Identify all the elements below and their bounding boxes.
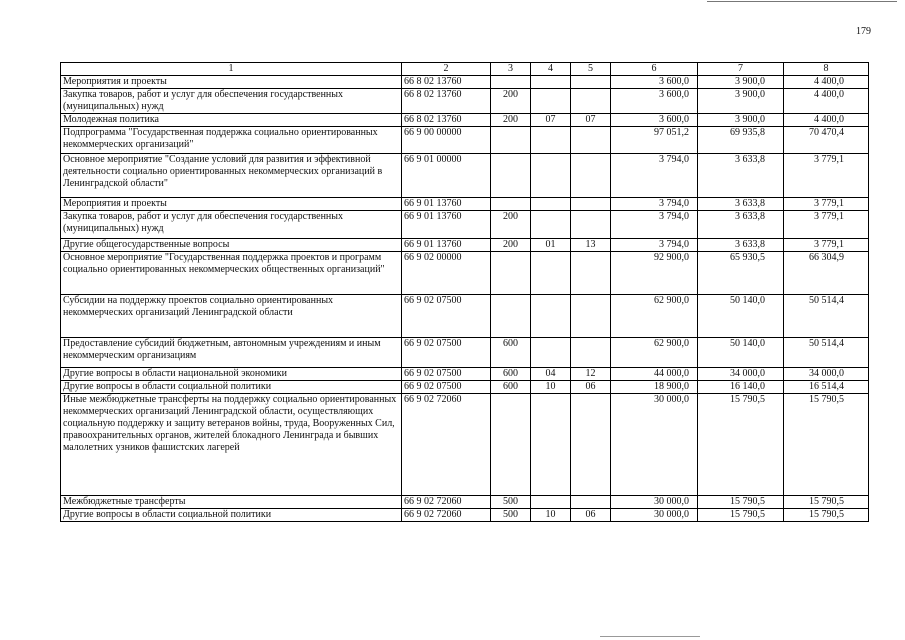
target-article-cell: 66 9 02 07500 <box>402 368 491 381</box>
amount-year-2-cell: 34 000,0 <box>698 368 784 381</box>
amount-year-3-cell: 66 304,9 <box>784 252 869 295</box>
expense-type-cell <box>491 252 531 295</box>
section-cell: 10 <box>531 509 571 522</box>
row-name-cell: Предоставление субсидий бюджетным, автономным учреждениям и иным некоммерческим организациям <box>61 338 402 368</box>
header-cell: 4 <box>531 63 571 76</box>
amount-year-2-cell: 3 900,0 <box>698 114 784 127</box>
subsection-cell: 07 <box>571 114 611 127</box>
subsection-cell <box>571 198 611 211</box>
expense-type-cell: 600 <box>491 368 531 381</box>
subsection-cell <box>571 89 611 114</box>
amount-year-2-cell: 3 900,0 <box>698 89 784 114</box>
row-name-cell: Иные межбюджетные трансферты на поддержку социально ориентированных некоммерческих организаций Ленинградской области, осуществляющих социальную поддержку и защиту ветеранов войны, труда, Вооруженных Сил, правоохранительных органов, жителей блокадного Ленинграда и бывших малолетних узников фашистских лагерей <box>61 394 402 496</box>
subsection-cell <box>571 295 611 338</box>
expense-type-cell <box>491 295 531 338</box>
header-row <box>61 63 869 76</box>
target-article-cell: 66 9 02 72060 <box>402 496 491 509</box>
target-article-cell: 66 8 02 13760 <box>402 89 491 114</box>
amount-year-1-cell: 92 900,0 <box>611 252 698 295</box>
expense-type-cell: 500 <box>491 509 531 522</box>
amount-year-2-cell: 65 930,5 <box>698 252 784 295</box>
amount-year-1-cell: 3 794,0 <box>611 154 698 198</box>
expense-type-cell <box>491 76 531 89</box>
subsection-cell <box>571 154 611 198</box>
target-article-cell: 66 9 02 00000 <box>402 252 491 295</box>
expense-type-cell <box>491 127 531 154</box>
amount-year-1-cell: 3 794,0 <box>611 211 698 239</box>
expense-type-cell: 200 <box>491 239 531 252</box>
target-article-cell: 66 9 01 13760 <box>402 211 491 239</box>
table-row <box>61 381 869 394</box>
header-cell: 8 <box>784 63 869 76</box>
section-cell: 04 <box>531 368 571 381</box>
amount-year-3-cell: 50 514,4 <box>784 295 869 338</box>
amount-year-1-cell: 62 900,0 <box>611 295 698 338</box>
section-cell <box>531 76 571 89</box>
section-cell <box>531 89 571 114</box>
header-cell: 3 <box>491 63 531 76</box>
subsection-cell: 06 <box>571 381 611 394</box>
amount-year-3-cell: 3 779,1 <box>784 154 869 198</box>
subsection-cell: 06 <box>571 509 611 522</box>
subsection-cell: 12 <box>571 368 611 381</box>
section-cell <box>531 154 571 198</box>
subsection-cell <box>571 394 611 496</box>
amount-year-1-cell: 3 600,0 <box>611 114 698 127</box>
expense-type-cell <box>491 198 531 211</box>
amount-year-1-cell: 3 600,0 <box>611 89 698 114</box>
amount-year-3-cell: 15 790,5 <box>784 496 869 509</box>
row-name-cell: Молодежная политика <box>61 114 402 127</box>
subsection-cell <box>571 211 611 239</box>
row-name-cell: Закупка товаров, работ и услуг для обеспечения государственных (муниципальных) нужд <box>61 89 402 114</box>
row-name-cell: Другие вопросы в области социальной политики <box>61 509 402 522</box>
header-cell: 2 <box>402 63 491 76</box>
row-name-cell: Подпрограмма "Государственная поддержка социально ориентированных некоммерческих организаций" <box>61 127 402 154</box>
target-article-cell: 66 9 01 00000 <box>402 154 491 198</box>
amount-year-1-cell: 30 000,0 <box>611 496 698 509</box>
expense-type-cell: 600 <box>491 381 531 394</box>
header-cell: 6 <box>611 63 698 76</box>
table-row <box>61 338 869 368</box>
section-cell <box>531 394 571 496</box>
section-cell <box>531 198 571 211</box>
row-name-cell: Другие вопросы в области национальной экономики <box>61 368 402 381</box>
amount-year-2-cell: 3 633,8 <box>698 211 784 239</box>
section-cell <box>531 252 571 295</box>
subsection-cell <box>571 252 611 295</box>
amount-year-2-cell: 50 140,0 <box>698 295 784 338</box>
amount-year-2-cell: 3 633,8 <box>698 154 784 198</box>
amount-year-2-cell: 69 935,8 <box>698 127 784 154</box>
amount-year-1-cell: 97 051,2 <box>611 127 698 154</box>
row-name-cell: Межбюджетные трансферты <box>61 496 402 509</box>
target-article-cell: 66 9 01 13760 <box>402 198 491 211</box>
target-article-cell: 66 9 02 72060 <box>402 509 491 522</box>
table-row <box>61 509 869 522</box>
amount-year-3-cell: 15 790,5 <box>784 509 869 522</box>
amount-year-3-cell: 15 790,5 <box>784 394 869 496</box>
amount-year-1-cell: 3 600,0 <box>611 76 698 89</box>
budget-table <box>60 62 869 522</box>
subsection-cell <box>571 496 611 509</box>
subsection-cell: 13 <box>571 239 611 252</box>
expense-type-cell: 600 <box>491 338 531 368</box>
subsection-cell <box>571 127 611 154</box>
expense-type-cell: 200 <box>491 114 531 127</box>
amount-year-2-cell: 15 790,5 <box>698 394 784 496</box>
amount-year-3-cell: 34 000,0 <box>784 368 869 381</box>
row-name-cell: Субсидии на поддержку проектов социально ориентированных некоммерческих организаций Ленинградской области <box>61 295 402 338</box>
table-row <box>61 252 869 295</box>
amount-year-2-cell: 16 140,0 <box>698 381 784 394</box>
section-cell <box>531 295 571 338</box>
subsection-cell <box>571 338 611 368</box>
table-row <box>61 198 869 211</box>
table-row <box>61 89 869 114</box>
table-row <box>61 127 869 154</box>
target-article-cell: 66 8 02 13760 <box>402 114 491 127</box>
expense-type-cell: 500 <box>491 496 531 509</box>
header-cell: 1 <box>61 63 402 76</box>
amount-year-1-cell: 3 794,0 <box>611 198 698 211</box>
amount-year-1-cell: 18 900,0 <box>611 381 698 394</box>
amount-year-1-cell: 62 900,0 <box>611 338 698 368</box>
amount-year-3-cell: 3 779,1 <box>784 198 869 211</box>
target-article-cell: 66 9 01 13760 <box>402 239 491 252</box>
amount-year-3-cell: 4 400,0 <box>784 114 869 127</box>
row-name-cell: Мероприятия и проекты <box>61 76 402 89</box>
table-row <box>61 394 869 496</box>
amount-year-2-cell: 15 790,5 <box>698 509 784 522</box>
amount-year-2-cell: 3 633,8 <box>698 239 784 252</box>
amount-year-1-cell: 3 794,0 <box>611 239 698 252</box>
amount-year-3-cell: 4 400,0 <box>784 76 869 89</box>
section-cell: 01 <box>531 239 571 252</box>
amount-year-3-cell: 3 779,1 <box>784 239 869 252</box>
section-cell <box>531 211 571 239</box>
section-cell <box>531 338 571 368</box>
amount-year-1-cell: 30 000,0 <box>611 394 698 496</box>
expense-type-cell <box>491 154 531 198</box>
header-cell: 5 <box>571 63 611 76</box>
page-number: 179 <box>856 26 871 37</box>
table-row <box>61 496 869 509</box>
section-cell: 07 <box>531 114 571 127</box>
table-row <box>61 239 869 252</box>
table-row <box>61 114 869 127</box>
top-rule <box>707 1 897 2</box>
target-article-cell: 66 9 00 00000 <box>402 127 491 154</box>
subsection-cell <box>571 76 611 89</box>
row-name-cell: Другие общегосударственные вопросы <box>61 239 402 252</box>
expense-type-cell: 200 <box>491 89 531 114</box>
amount-year-2-cell: 3 633,8 <box>698 198 784 211</box>
row-name-cell: Основное мероприятие "Создание условий для развития и эффективной деятельности социально ориентированных некоммерческих организаций в Ленинградской области" <box>61 154 402 198</box>
target-article-cell: 66 9 02 07500 <box>402 338 491 368</box>
target-article-cell: 66 9 02 07500 <box>402 295 491 338</box>
amount-year-3-cell: 3 779,1 <box>784 211 869 239</box>
amount-year-3-cell: 70 470,4 <box>784 127 869 154</box>
amount-year-1-cell: 30 000,0 <box>611 509 698 522</box>
amount-year-1-cell: 44 000,0 <box>611 368 698 381</box>
amount-year-3-cell: 4 400,0 <box>784 89 869 114</box>
table-row <box>61 295 869 338</box>
section-cell <box>531 496 571 509</box>
table-row <box>61 76 869 89</box>
header-cell: 7 <box>698 63 784 76</box>
table-row <box>61 211 869 239</box>
target-article-cell: 66 9 02 07500 <box>402 381 491 394</box>
row-name-cell: Закупка товаров, работ и услуг для обеспечения государственных (муниципальных) нужд <box>61 211 402 239</box>
amount-year-3-cell: 50 514,4 <box>784 338 869 368</box>
section-cell: 10 <box>531 381 571 394</box>
amount-year-2-cell: 15 790,5 <box>698 496 784 509</box>
row-name-cell: Основное мероприятие "Государственная поддержка проектов и программ социально ориентированных некоммерческих общественных организаций" <box>61 252 402 295</box>
section-cell <box>531 127 571 154</box>
amount-year-2-cell: 3 900,0 <box>698 76 784 89</box>
expense-type-cell <box>491 394 531 496</box>
table-row <box>61 368 869 381</box>
table-row <box>61 154 869 198</box>
amount-year-3-cell: 16 514,4 <box>784 381 869 394</box>
expense-type-cell: 200 <box>491 211 531 239</box>
bottom-rule <box>600 636 700 637</box>
target-article-cell: 66 9 02 72060 <box>402 394 491 496</box>
row-name-cell: Другие вопросы в области социальной политики <box>61 381 402 394</box>
amount-year-2-cell: 50 140,0 <box>698 338 784 368</box>
row-name-cell: Мероприятия и проекты <box>61 198 402 211</box>
target-article-cell: 66 8 02 13760 <box>402 76 491 89</box>
